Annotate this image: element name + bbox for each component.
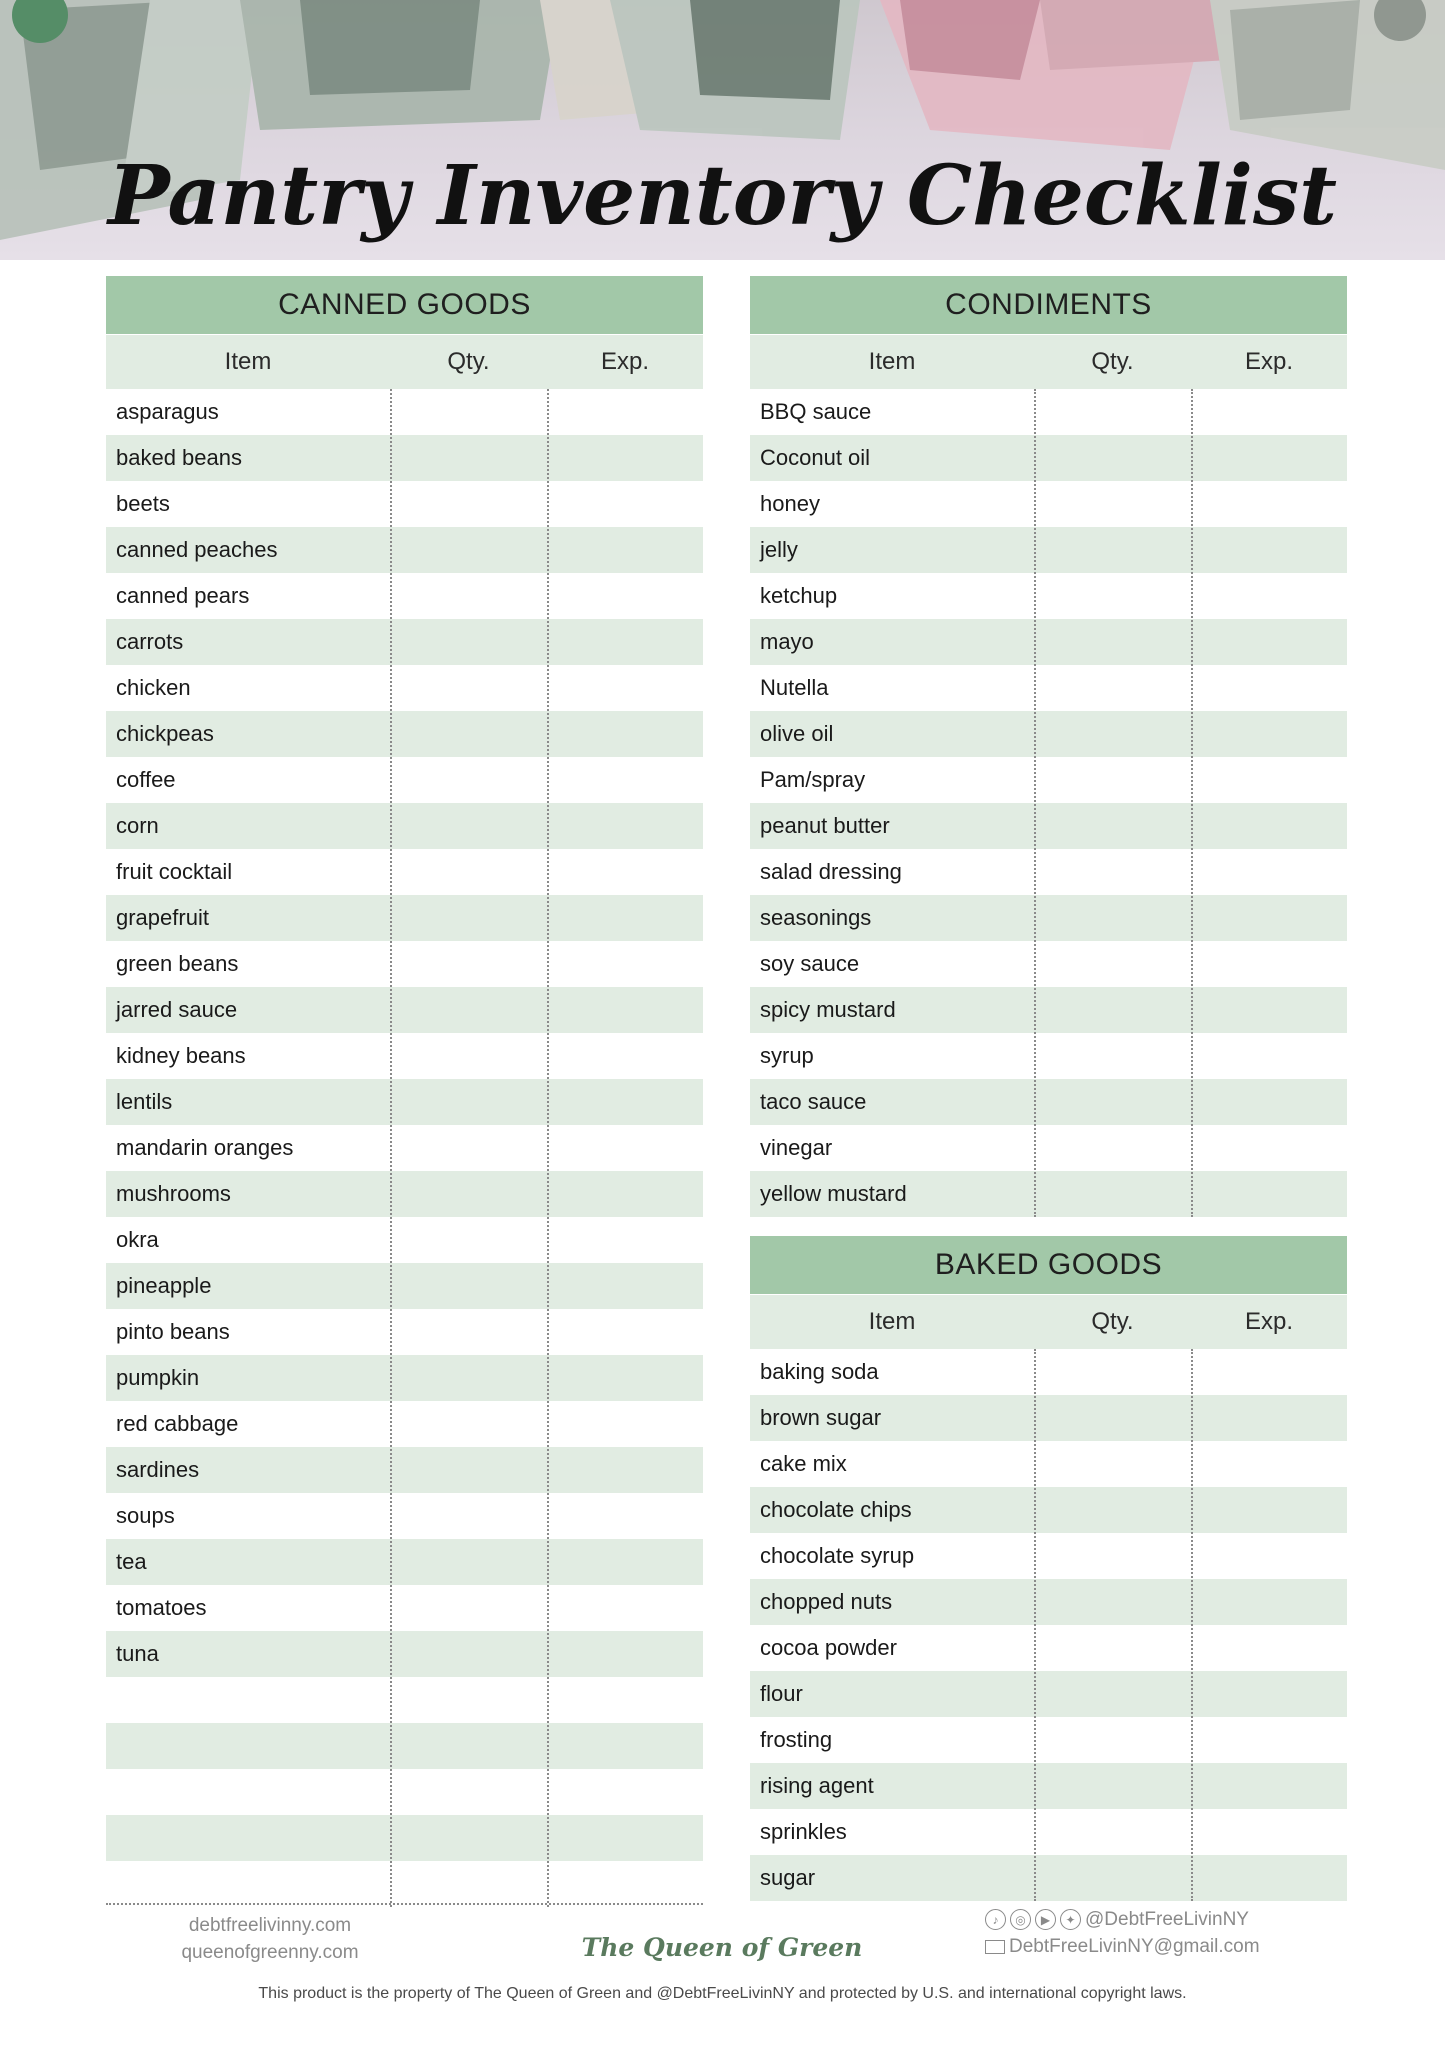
table-row [750, 941, 1347, 987]
qty-cell[interactable] [1034, 1625, 1191, 1671]
item-name [106, 1769, 390, 1815]
qty-cell[interactable] [1034, 1487, 1191, 1533]
exp-cell[interactable] [547, 1493, 703, 1539]
table-row [106, 1539, 703, 1585]
qty-cell[interactable] [390, 435, 547, 481]
exp-cell[interactable] [1191, 665, 1347, 711]
item-name: fruit cocktail [116, 859, 233, 884]
table-row [750, 1671, 1347, 1717]
item-name: jelly [760, 537, 798, 562]
exp-cell[interactable] [547, 389, 703, 435]
qty-cell[interactable] [390, 1309, 547, 1355]
qty-cell[interactable] [390, 389, 547, 435]
exp-cell[interactable] [547, 1125, 703, 1171]
item-name: asparagus [116, 399, 219, 424]
exp-cell[interactable] [1191, 1671, 1347, 1717]
column-qty: Qty. [447, 348, 490, 375]
table-row [750, 895, 1347, 941]
qty-cell[interactable] [390, 573, 547, 619]
page-title: Pantry Inventory Checklist [108, 148, 1337, 244]
exp-cell[interactable] [547, 941, 703, 987]
bottom-divider [106, 1903, 703, 1905]
exp-cell[interactable] [1191, 1079, 1347, 1125]
exp-cell[interactable] [547, 1263, 703, 1309]
qty-cell[interactable] [390, 1263, 547, 1309]
mail-icon [985, 1940, 1005, 1954]
table-row [750, 1033, 1347, 1079]
table-row [106, 941, 703, 987]
item-name: Nutella [760, 675, 829, 700]
exp-cell[interactable] [1191, 849, 1347, 895]
exp-cell[interactable] [547, 1401, 703, 1447]
table-row [106, 849, 703, 895]
table-row [106, 389, 703, 435]
table-row [106, 1769, 703, 1815]
item-name: Pam/spray [760, 767, 866, 792]
exp-cell[interactable] [547, 1861, 703, 1907]
youtube-icon[interactable]: ▶ [1035, 1909, 1056, 1930]
qty-cell[interactable] [390, 803, 547, 849]
item-name: peanut butter [760, 813, 890, 838]
exp-cell[interactable] [547, 1723, 703, 1769]
column-qty: Qty. [1091, 348, 1134, 375]
table-row [106, 1033, 703, 1079]
item-name: canned peaches [116, 537, 278, 562]
section-heading: CONDIMENTS [750, 276, 1347, 334]
instagram-icon[interactable]: ◎ [1010, 1909, 1031, 1930]
qty-cell[interactable] [1034, 573, 1191, 619]
table-row [106, 1631, 703, 1677]
item-name: vinegar [760, 1135, 833, 1160]
exp-cell[interactable] [547, 987, 703, 1033]
social-handle[interactable]: @DebtFreeLivinNY [1085, 1909, 1249, 1930]
item-name: mushrooms [116, 1181, 231, 1206]
item-name: green beans [116, 951, 239, 976]
exp-cell[interactable] [1191, 711, 1347, 757]
table-row [106, 435, 703, 481]
item-name: sprinkles [760, 1819, 847, 1844]
qty-cell[interactable] [1034, 619, 1191, 665]
item-name: pineapple [116, 1273, 212, 1298]
qty-cell[interactable] [1034, 711, 1191, 757]
table-row [750, 1079, 1347, 1125]
item-name: kidney beans [116, 1043, 246, 1068]
item-name: salad dressing [760, 859, 902, 884]
twitter-icon[interactable]: ✦ [1060, 1909, 1081, 1930]
table-row [750, 1717, 1347, 1763]
canned-goods-section [106, 276, 703, 1907]
table-row [106, 619, 703, 665]
website-link[interactable]: queenofgreenny.com [181, 1942, 359, 1963]
exp-cell[interactable] [547, 1769, 703, 1815]
qty-cell[interactable] [390, 1447, 547, 1493]
qty-cell[interactable] [390, 1033, 547, 1079]
table-row [106, 1263, 703, 1309]
qty-cell[interactable] [1034, 527, 1191, 573]
exp-cell[interactable] [547, 757, 703, 803]
item-name: ketchup [760, 583, 838, 608]
item-name: tomatoes [116, 1595, 207, 1620]
item-name: coffee [116, 767, 176, 792]
exp-cell[interactable] [1191, 1717, 1347, 1763]
qty-cell[interactable] [390, 849, 547, 895]
item-name: soy sauce [760, 951, 860, 976]
table-row [750, 573, 1347, 619]
item-name: tuna [116, 1641, 159, 1666]
table-row [106, 1401, 703, 1447]
qty-cell[interactable] [390, 665, 547, 711]
exp-cell[interactable] [1191, 1487, 1347, 1533]
qty-cell[interactable] [1034, 481, 1191, 527]
exp-cell[interactable] [547, 1539, 703, 1585]
qty-cell[interactable] [1034, 1671, 1191, 1717]
table-row [106, 987, 703, 1033]
qty-cell[interactable] [390, 1769, 547, 1815]
canned-goods-list [106, 389, 703, 1907]
qty-cell[interactable] [1034, 1441, 1191, 1487]
qty-cell[interactable] [1034, 1809, 1191, 1855]
table-row [750, 619, 1347, 665]
item-name [106, 1723, 390, 1769]
item-name: sugar [760, 1865, 816, 1890]
exp-cell[interactable] [547, 527, 703, 573]
table-row [750, 849, 1347, 895]
exp-cell[interactable] [1191, 941, 1347, 987]
qty-cell[interactable] [1034, 757, 1191, 803]
exp-cell[interactable] [547, 435, 703, 481]
qty-cell[interactable] [1034, 665, 1191, 711]
table-row [106, 1355, 703, 1401]
qty-cell[interactable] [1034, 1125, 1191, 1171]
table-row [106, 1723, 703, 1769]
qty-cell[interactable] [390, 711, 547, 757]
qty-cell[interactable] [390, 941, 547, 987]
item-name: syrup [760, 1043, 814, 1068]
table-row [106, 1079, 703, 1125]
section-heading: CANNED GOODS [106, 276, 703, 334]
qty-cell[interactable] [390, 1539, 547, 1585]
table-row [750, 1625, 1347, 1671]
qty-cell[interactable] [1034, 1079, 1191, 1125]
item-name: pumpkin [116, 1365, 200, 1390]
exp-cell[interactable] [1191, 1033, 1347, 1079]
item-name [106, 1815, 390, 1861]
tiktok-icon[interactable]: ♪ [985, 1909, 1006, 1930]
column-exp: Exp. [1244, 348, 1294, 375]
column-item: Item [868, 348, 916, 375]
qty-cell[interactable] [1034, 1717, 1191, 1763]
table-row [750, 1855, 1347, 1901]
table-row [106, 1861, 703, 1907]
column-qty: Qty. [1091, 1308, 1134, 1335]
table-row [750, 389, 1347, 435]
table-row [106, 803, 703, 849]
exp-cell[interactable] [547, 849, 703, 895]
item-name: honey [760, 491, 820, 516]
exp-cell[interactable] [1191, 895, 1347, 941]
item-name: corn [116, 813, 159, 838]
exp-cell[interactable] [1191, 527, 1347, 573]
exp-cell[interactable] [547, 711, 703, 757]
qty-cell[interactable] [390, 757, 547, 803]
website-link[interactable]: debtfreelivinny.com [188, 1915, 352, 1936]
exp-cell[interactable] [1191, 1395, 1347, 1441]
table-row [106, 481, 703, 527]
item-name: baked beans [116, 445, 242, 470]
qty-cell[interactable] [1034, 1533, 1191, 1579]
exp-cell[interactable] [1191, 481, 1347, 527]
exp-cell[interactable] [547, 1815, 703, 1861]
qty-cell[interactable] [390, 1631, 547, 1677]
item-name: mandarin oranges [116, 1135, 294, 1160]
item-name: okra [116, 1227, 159, 1252]
item-name: seasonings [760, 905, 872, 930]
table-row [750, 1171, 1347, 1217]
table-row [750, 1349, 1347, 1395]
exp-cell[interactable] [1191, 987, 1347, 1033]
section-heading: BAKED GOODS [750, 1236, 1347, 1294]
qty-cell[interactable] [1034, 895, 1191, 941]
exp-cell[interactable] [1191, 435, 1347, 481]
item-name: spicy mustard [760, 997, 896, 1022]
exp-cell[interactable] [1191, 1625, 1347, 1671]
exp-cell[interactable] [1191, 1855, 1347, 1901]
qty-cell[interactable] [1034, 1349, 1191, 1395]
column-header-row [750, 1295, 1347, 1349]
exp-cell[interactable] [547, 1585, 703, 1631]
qty-cell[interactable] [390, 1171, 547, 1217]
table-row [750, 481, 1347, 527]
qty-cell[interactable] [390, 1815, 547, 1861]
qty-cell[interactable] [1034, 803, 1191, 849]
item-name: chickpeas [116, 721, 214, 746]
table-row [106, 1815, 703, 1861]
item-name: cocoa powder [760, 1635, 897, 1660]
table-row [106, 711, 703, 757]
qty-cell[interactable] [390, 1677, 547, 1723]
item-name: BBQ sauce [760, 399, 872, 424]
column-item: Item [224, 348, 272, 375]
item-name: canned pears [116, 583, 250, 608]
qty-cell[interactable] [1034, 1763, 1191, 1809]
table-row [750, 987, 1347, 1033]
table-row [750, 1441, 1347, 1487]
item-name: rising agent [760, 1773, 874, 1798]
qty-cell[interactable] [390, 481, 547, 527]
exp-cell[interactable] [1191, 803, 1347, 849]
item-name: cake mix [760, 1451, 847, 1476]
column-header-row [106, 335, 703, 389]
item-name: pinto beans [116, 1319, 230, 1344]
table-row [106, 757, 703, 803]
qty-cell[interactable] [1034, 389, 1191, 435]
exp-cell[interactable] [1191, 389, 1347, 435]
exp-cell[interactable] [547, 1217, 703, 1263]
item-name: tea [116, 1549, 147, 1574]
exp-cell[interactable] [547, 1447, 703, 1493]
exp-cell[interactable] [547, 1631, 703, 1677]
table-row [750, 803, 1347, 849]
table-row [750, 1395, 1347, 1441]
table-row [106, 1217, 703, 1263]
item-name: frosting [760, 1727, 833, 1752]
table-row [106, 573, 703, 619]
item-name: flour [760, 1681, 803, 1706]
qty-cell[interactable] [390, 895, 547, 941]
table-row [106, 1493, 703, 1539]
column-exp: Exp. [1244, 1308, 1294, 1335]
qty-cell[interactable] [1034, 1171, 1191, 1217]
item-name: carrots [116, 629, 184, 654]
baked-goods-section [750, 1236, 1347, 1901]
table-row [750, 1579, 1347, 1625]
exp-cell[interactable] [547, 1355, 703, 1401]
exp-cell[interactable] [547, 1033, 703, 1079]
exp-cell[interactable] [1191, 1349, 1347, 1395]
table-row [750, 665, 1347, 711]
exp-cell[interactable] [547, 1171, 703, 1217]
table-row [106, 1125, 703, 1171]
table-row [750, 1809, 1347, 1855]
exp-cell[interactable] [1191, 1579, 1347, 1625]
exp-cell[interactable] [1191, 757, 1347, 803]
item-name: lentils [116, 1089, 173, 1114]
item-name [106, 1677, 390, 1723]
qty-cell[interactable] [390, 1355, 547, 1401]
email-address[interactable]: DebtFreeLivinNY@gmail.com [1009, 1936, 1260, 1957]
item-name: mayo [760, 629, 814, 654]
item-name: taco sauce [760, 1089, 867, 1114]
qty-cell[interactable] [390, 1723, 547, 1769]
qty-cell[interactable] [1034, 941, 1191, 987]
exp-cell[interactable] [1191, 1763, 1347, 1809]
condiments-list [750, 389, 1347, 1217]
baked-goods-list [750, 1349, 1347, 1901]
table-row [750, 757, 1347, 803]
exp-cell[interactable] [547, 1677, 703, 1723]
item-name: sardines [116, 1457, 200, 1482]
item-name: chocolate chips [760, 1497, 912, 1522]
brand-name: The Queen of Green [581, 1933, 863, 1962]
exp-cell[interactable] [547, 619, 703, 665]
table-row [106, 1309, 703, 1355]
qty-cell[interactable] [1034, 435, 1191, 481]
exp-cell[interactable] [547, 665, 703, 711]
qty-cell[interactable] [390, 1585, 547, 1631]
item-name: yellow mustard [760, 1181, 907, 1206]
item-name: beets [116, 491, 170, 516]
table-row [106, 665, 703, 711]
qty-cell[interactable] [390, 619, 547, 665]
item-name [106, 1861, 390, 1907]
qty-cell[interactable] [390, 1401, 547, 1447]
item-name: Coconut oil [760, 445, 871, 470]
qty-cell[interactable] [390, 1861, 547, 1907]
column-exp: Exp. [600, 348, 650, 375]
item-name: chocolate syrup [760, 1543, 915, 1568]
qty-cell[interactable] [1034, 1395, 1191, 1441]
item-name: chopped nuts [760, 1589, 893, 1614]
exp-cell[interactable] [1191, 573, 1347, 619]
table-row [106, 1447, 703, 1493]
item-name: red cabbage [116, 1411, 239, 1436]
qty-cell[interactable] [1034, 1579, 1191, 1625]
qty-cell[interactable] [390, 527, 547, 573]
table-row [106, 1585, 703, 1631]
exp-cell[interactable] [547, 573, 703, 619]
exp-cell[interactable] [547, 1309, 703, 1355]
table-row [750, 1763, 1347, 1809]
header-banner [0, 0, 1445, 260]
table-row [106, 1171, 703, 1217]
table-row [750, 1533, 1347, 1579]
footer-links [150, 1912, 390, 1966]
item-name: brown sugar [760, 1405, 882, 1430]
exp-cell[interactable] [547, 803, 703, 849]
table-row [750, 711, 1347, 757]
qty-cell[interactable] [390, 1125, 547, 1171]
item-name: baking soda [760, 1359, 879, 1384]
table-row [750, 527, 1347, 573]
exp-cell[interactable] [1191, 1441, 1347, 1487]
qty-cell[interactable] [390, 1217, 547, 1263]
table-row [750, 435, 1347, 481]
exp-cell[interactable] [1191, 1809, 1347, 1855]
qty-cell[interactable] [1034, 849, 1191, 895]
condiments-section [750, 276, 1347, 1217]
exp-cell[interactable] [1191, 1533, 1347, 1579]
exp-cell[interactable] [1191, 1125, 1347, 1171]
item-name: jarred sauce [116, 997, 238, 1022]
exp-cell[interactable] [547, 895, 703, 941]
social-contact [985, 1906, 1260, 1960]
copyright-notice: This product is the property of The Queen of Green and @DebtFreeLivinNY and protected by U.S. and international copyright laws. [258, 1985, 1187, 2002]
item-name: chicken [116, 675, 191, 700]
exp-cell[interactable] [1191, 619, 1347, 665]
column-item: Item [868, 1308, 916, 1335]
table-row [750, 1487, 1347, 1533]
item-name: soups [116, 1503, 175, 1528]
exp-cell[interactable] [1191, 1171, 1347, 1217]
qty-cell[interactable] [1034, 1033, 1191, 1079]
qty-cell[interactable] [390, 1079, 547, 1125]
qty-cell[interactable] [390, 1493, 547, 1539]
item-name: grapefruit [116, 905, 209, 930]
qty-cell[interactable] [1034, 987, 1191, 1033]
qty-cell[interactable] [1034, 1855, 1191, 1901]
table-row [106, 895, 703, 941]
column-header-row [750, 335, 1347, 389]
item-name: olive oil [760, 721, 834, 746]
qty-cell[interactable] [390, 987, 547, 1033]
table-row [106, 1677, 703, 1723]
table-row [106, 527, 703, 573]
exp-cell[interactable] [547, 481, 703, 527]
table-row [750, 1125, 1347, 1171]
exp-cell[interactable] [547, 1079, 703, 1125]
